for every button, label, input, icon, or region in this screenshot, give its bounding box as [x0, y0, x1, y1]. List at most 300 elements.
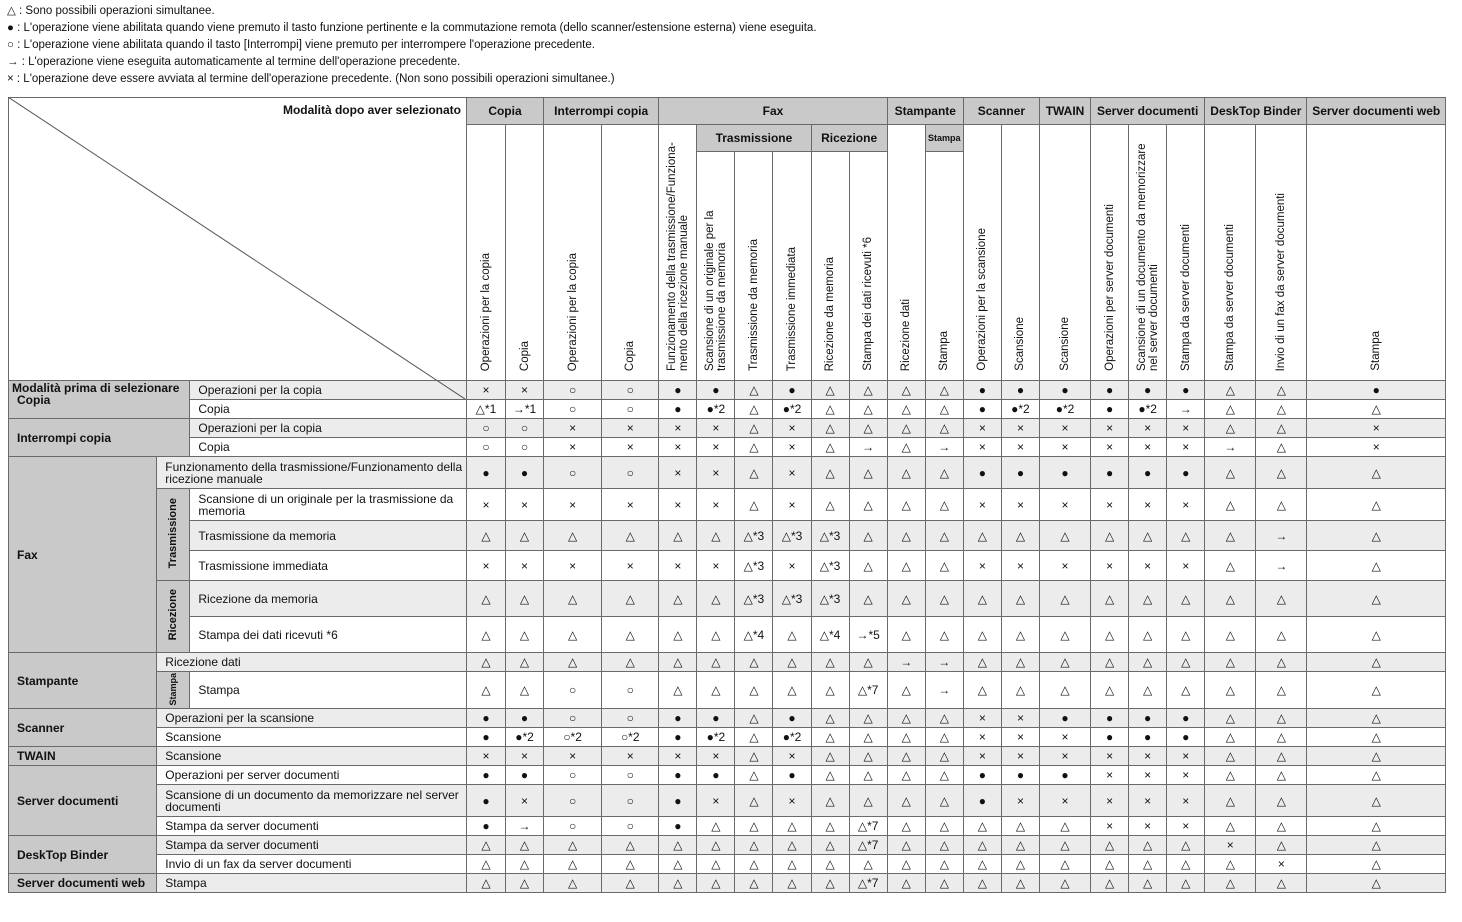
matrix-cell: ● [659, 709, 697, 728]
matrix-cell: ○ [602, 817, 659, 836]
matrix-cell: △ [849, 581, 887, 617]
matrix-cell: △ [773, 617, 811, 653]
matrix-cell: △ [963, 817, 1001, 836]
matrix-cell: △ [1307, 551, 1446, 581]
matrix-cell: ● [1091, 400, 1129, 419]
matrix-cell: ○ [506, 419, 544, 438]
matrix-cell: △ [963, 581, 1001, 617]
matrix-cell: △ [811, 381, 849, 400]
col-header: Operazioni per la copia [544, 125, 602, 381]
matrix-cell: ●*2 [773, 400, 811, 419]
matrix-cell: △ [1205, 653, 1256, 672]
matrix-cell: × [963, 747, 1001, 766]
matrix-cell: → [1256, 551, 1307, 581]
matrix-cell: △ [1256, 747, 1307, 766]
matrix-cell: ● [466, 766, 505, 785]
matrix-cell: △ [849, 855, 887, 874]
matrix-cell: △ [1205, 709, 1256, 728]
col-subgroup-stampa: Stampa [925, 125, 963, 152]
matrix-cell: × [602, 551, 659, 581]
matrix-cell: × [697, 785, 735, 817]
matrix-cell: △ [887, 521, 925, 551]
matrix-cell: × [1001, 709, 1039, 728]
matrix-cell: △*7 [849, 817, 887, 836]
matrix-cell: △ [735, 438, 773, 457]
header-after-label: Modalità dopo aver selezionato [282, 103, 461, 117]
row-label: Stampa dei dati ricevuti *6 [190, 617, 467, 653]
matrix-cell: △ [1129, 874, 1167, 893]
matrix-cell: △ [1001, 855, 1039, 874]
matrix-cell: △ [1307, 747, 1446, 766]
matrix-cell: △ [773, 874, 811, 893]
matrix-cell: △ [1307, 817, 1446, 836]
row-group-interrompi: Interrompi copia [9, 419, 190, 457]
matrix-cell: ● [697, 381, 735, 400]
matrix-cell: △ [1167, 672, 1205, 709]
matrix-cell: × [1001, 747, 1039, 766]
matrix-cell: △ [1091, 581, 1129, 617]
matrix-cell: × [659, 419, 697, 438]
matrix-cell: × [1256, 855, 1307, 874]
matrix-cell: △ [506, 874, 544, 893]
matrix-cell: → [1167, 400, 1205, 419]
matrix-cell: ● [697, 709, 735, 728]
matrix-cell: △ [1205, 785, 1256, 817]
matrix-cell: △ [697, 874, 735, 893]
row-label: Copia [190, 438, 467, 457]
matrix-cell: ● [1001, 766, 1039, 785]
matrix-cell: ○*2 [544, 728, 602, 747]
matrix-cell: △*3 [811, 521, 849, 551]
matrix-cell: △ [1039, 855, 1090, 874]
matrix-cell: △ [1256, 457, 1307, 489]
col-subgroup-trasmissione: Trasmissione [697, 125, 811, 152]
matrix-cell: △ [735, 785, 773, 817]
matrix-cell: △ [1307, 489, 1446, 521]
col-group-server: Server documenti [1091, 98, 1205, 125]
matrix-cell: △*3 [735, 581, 773, 617]
matrix-cell: ● [466, 709, 505, 728]
matrix-cell: △ [925, 836, 963, 855]
matrix-cell: △*4 [811, 617, 849, 653]
matrix-cell: △ [506, 653, 544, 672]
matrix-cell: △*3 [811, 581, 849, 617]
matrix-cell: △ [1167, 855, 1205, 874]
matrix-cell: △ [1039, 581, 1090, 617]
matrix-cell: △ [1039, 836, 1090, 855]
legend-line: ○ : L'operazione viene abilitata quando il tasto [Interrompi] viene premuto per interrompere l'operazione precedente. [7, 39, 595, 51]
matrix-cell: × [773, 747, 811, 766]
matrix-cell: △ [1205, 489, 1256, 521]
matrix-cell: △ [466, 581, 505, 617]
matrix-cell: ● [963, 785, 1001, 817]
matrix-cell: △ [544, 653, 602, 672]
matrix-cell: ● [659, 766, 697, 785]
matrix-cell: △ [1256, 489, 1307, 521]
matrix-cell: △ [1205, 551, 1256, 581]
matrix-cell: △ [602, 874, 659, 893]
matrix-cell: △ [811, 728, 849, 747]
matrix-cell: ● [963, 766, 1001, 785]
row-group-copia: Copia [9, 381, 190, 419]
matrix-cell: ● [1167, 457, 1205, 489]
matrix-cell: △ [466, 874, 505, 893]
matrix-cell: △ [1307, 581, 1446, 617]
legend-line: → : L'operazione viene eseguita automaticamente al termine dell'operazione precedente. [7, 56, 461, 68]
matrix-cell: △ [1039, 817, 1090, 836]
matrix-cell: △ [544, 617, 602, 653]
row-group-scanner: Scanner [9, 709, 157, 747]
matrix-cell: × [659, 551, 697, 581]
matrix-cell: △ [1256, 874, 1307, 893]
matrix-cell: △ [773, 817, 811, 836]
matrix-cell: △ [1307, 836, 1446, 855]
matrix-cell: △ [1256, 672, 1307, 709]
matrix-cell: △ [506, 521, 544, 551]
matrix-cell: × [1129, 747, 1167, 766]
matrix-cell: × [1001, 728, 1039, 747]
matrix-cell: △ [1256, 728, 1307, 747]
matrix-cell: △*3 [735, 551, 773, 581]
col-header: Copia [506, 125, 544, 381]
matrix-cell: ○ [544, 381, 602, 400]
matrix-cell: × [1039, 438, 1090, 457]
row-label: Scansione di un documento da memorizzare nel server documenti [157, 785, 467, 817]
col-header: Stampa dei dati ricevuti *6 [849, 152, 887, 381]
matrix-cell: △ [811, 457, 849, 489]
row-label: Trasmissione da memoria [190, 521, 467, 551]
matrix-cell: △ [735, 381, 773, 400]
matrix-cell: × [1167, 551, 1205, 581]
matrix-cell: × [963, 551, 1001, 581]
matrix-cell: △ [1205, 817, 1256, 836]
matrix-cell: ○ [544, 672, 602, 709]
matrix-cell: △ [735, 766, 773, 785]
matrix-cell: △*7 [849, 874, 887, 893]
matrix-cell: → [925, 653, 963, 672]
matrix-cell: △ [1129, 617, 1167, 653]
col-header: Stampa da server documenti [1167, 125, 1205, 381]
matrix-cell: ● [1307, 381, 1446, 400]
matrix-cell: △ [659, 581, 697, 617]
matrix-cell: × [1039, 551, 1090, 581]
matrix-cell: × [544, 489, 602, 521]
matrix-cell: × [963, 419, 1001, 438]
matrix-cell: × [773, 457, 811, 489]
matrix-cell: △ [1256, 836, 1307, 855]
matrix-cell: ● [1167, 381, 1205, 400]
matrix-cell: ○ [544, 766, 602, 785]
matrix-cell: △ [735, 419, 773, 438]
matrix-cell: △ [1167, 581, 1205, 617]
matrix-cell: × [1129, 438, 1167, 457]
matrix-cell: ●*2 [1129, 400, 1167, 419]
matrix-cell: × [1039, 728, 1090, 747]
matrix-cell: △ [466, 672, 505, 709]
matrix-cell: △ [1256, 653, 1307, 672]
row-label: Trasmissione immediata [190, 551, 467, 581]
matrix-cell: × [1001, 551, 1039, 581]
col-header: Stampa da server documenti [1205, 125, 1256, 381]
matrix-cell: △ [466, 855, 505, 874]
matrix-cell: × [1091, 785, 1129, 817]
matrix-cell: △ [659, 672, 697, 709]
matrix-cell: △ [735, 728, 773, 747]
matrix-cell: △ [1001, 653, 1039, 672]
matrix-cell: ● [1167, 728, 1205, 747]
matrix-cell: △ [735, 855, 773, 874]
matrix-cell: △ [887, 874, 925, 893]
matrix-cell: ○ [602, 400, 659, 419]
matrix-cell: × [506, 489, 544, 521]
col-header: Stampa [1307, 125, 1446, 381]
matrix-cell: △ [602, 836, 659, 855]
matrix-cell: △ [697, 836, 735, 855]
matrix-cell: △ [849, 489, 887, 521]
matrix-cell: △ [735, 457, 773, 489]
matrix-cell: × [1039, 785, 1090, 817]
matrix-cell: ● [659, 817, 697, 836]
col-header: Invio di un fax da server documenti [1256, 125, 1307, 381]
matrix-cell: △ [1205, 457, 1256, 489]
matrix-cell: → [925, 672, 963, 709]
matrix-cell: △ [849, 728, 887, 747]
matrix-cell: ● [773, 709, 811, 728]
matrix-cell: × [773, 489, 811, 521]
matrix-cell: ● [1091, 457, 1129, 489]
matrix-cell: △ [1205, 766, 1256, 785]
matrix-cell: △ [1307, 785, 1446, 817]
matrix-cell: △*7 [849, 836, 887, 855]
matrix-cell: ● [697, 766, 735, 785]
matrix-cell: × [1091, 747, 1129, 766]
matrix-cell: △*3 [735, 521, 773, 551]
matrix-cell: → [1256, 521, 1307, 551]
matrix-cell: △ [659, 653, 697, 672]
matrix-cell: △ [544, 836, 602, 855]
matrix-cell: △ [925, 766, 963, 785]
matrix-cell: △ [1307, 874, 1446, 893]
matrix-cell: ● [963, 381, 1001, 400]
matrix-cell: △ [1205, 855, 1256, 874]
row-subgroup-stampa: Stampa [157, 672, 190, 709]
row-group-desktop: DeskTop Binder [9, 836, 157, 874]
matrix-cell: △ [1091, 617, 1129, 653]
matrix-cell: △ [925, 617, 963, 653]
matrix-cell: △ [735, 709, 773, 728]
matrix-cell: ●*2 [1039, 400, 1090, 419]
row-group-twain: TWAIN [9, 747, 157, 766]
matrix-cell: △ [849, 521, 887, 551]
matrix-cell: × [1129, 551, 1167, 581]
matrix-cell: ●*2 [697, 400, 735, 419]
col-header: Copia [602, 125, 659, 381]
col-group-copia: Copia [466, 98, 543, 125]
row-group-server: Server documenti [9, 766, 157, 836]
matrix-cell: △ [1307, 728, 1446, 747]
matrix-cell: △ [887, 489, 925, 521]
row-label: Operazioni per la copia [190, 381, 467, 400]
matrix-cell: △ [1307, 400, 1446, 419]
matrix-cell: ● [1091, 381, 1129, 400]
col-header: Funzionamento della trasmissione/Funziona-mento della ricezione manuale [659, 125, 697, 381]
matrix-cell: × [1001, 785, 1039, 817]
matrix-cell: × [544, 419, 602, 438]
matrix-cell: △ [1001, 521, 1039, 551]
matrix-cell: △ [659, 521, 697, 551]
matrix-cell: △ [811, 785, 849, 817]
row-subgroup-trasmissione: Trasmissione [157, 489, 190, 581]
col-header: Scansione di un documento da memorizzare nel server documenti [1129, 125, 1167, 381]
matrix-cell: → [925, 438, 963, 457]
matrix-cell: ●*2 [697, 728, 735, 747]
matrix-cell: △ [925, 489, 963, 521]
matrix-cell: × [1307, 419, 1446, 438]
matrix-cell: △ [1091, 672, 1129, 709]
matrix-cell: △ [735, 747, 773, 766]
matrix-cell: × [963, 489, 1001, 521]
matrix-cell: △ [1129, 653, 1167, 672]
matrix-cell: × [544, 747, 602, 766]
matrix-cell: △ [925, 381, 963, 400]
matrix-cell: △ [849, 551, 887, 581]
matrix-cell: × [659, 489, 697, 521]
matrix-cell: △ [1091, 874, 1129, 893]
header-diagonal [8, 97, 465, 399]
matrix-cell: △*3 [773, 581, 811, 617]
matrix-cell: △ [466, 521, 505, 551]
matrix-cell: ●*2 [506, 728, 544, 747]
matrix-cell: × [506, 747, 544, 766]
matrix-cell: × [773, 438, 811, 457]
matrix-cell: △ [1167, 874, 1205, 893]
matrix-cell: △ [925, 728, 963, 747]
matrix-cell: △ [602, 617, 659, 653]
matrix-cell: △ [1039, 653, 1090, 672]
matrix-cell: △ [697, 817, 735, 836]
col-header: Trasmissione immediata [773, 152, 811, 381]
matrix-cell: △ [925, 551, 963, 581]
matrix-cell: △ [849, 419, 887, 438]
matrix-cell: △ [1256, 400, 1307, 419]
matrix-cell: △ [963, 617, 1001, 653]
matrix-cell: △ [1001, 581, 1039, 617]
matrix-cell: △ [659, 617, 697, 653]
matrix-cell: × [544, 551, 602, 581]
matrix-cell: ○*2 [602, 728, 659, 747]
matrix-cell: △ [887, 672, 925, 709]
matrix-cell: → [1205, 438, 1256, 457]
row-label: Stampa [157, 874, 467, 893]
row-group-fax: Fax [9, 457, 157, 653]
matrix-cell: △ [544, 521, 602, 551]
col-header: Scansione di un originale per la trasmissione da memoria [697, 152, 735, 381]
col-header: Operazioni per la scansione [963, 125, 1001, 381]
matrix-cell: △ [659, 874, 697, 893]
row-label: Ricezione dati [157, 653, 467, 672]
matrix-cell: → [887, 653, 925, 672]
matrix-cell: × [697, 457, 735, 489]
matrix-cell: × [544, 438, 602, 457]
matrix-cell: △ [1001, 672, 1039, 709]
matrix-cell: × [773, 419, 811, 438]
matrix-cell: △ [697, 855, 735, 874]
matrix-cell: △ [1256, 817, 1307, 836]
matrix-cell: × [1129, 489, 1167, 521]
matrix-cell: × [1129, 785, 1167, 817]
matrix-cell: △ [849, 653, 887, 672]
row-label: Operazioni per la scansione [157, 709, 467, 728]
legend-line: × : L'operazione deve essere avviata al termine dell'operazione precedente. (Non sono possibili operazioni simultanee.) [7, 73, 615, 85]
matrix-cell: △ [1001, 874, 1039, 893]
matrix-cell: △ [735, 817, 773, 836]
matrix-cell: △ [811, 766, 849, 785]
col-group-interrompi: Interrompi copia [544, 98, 659, 125]
matrix-cell: △ [1256, 581, 1307, 617]
row-label: Scansione di un originale per la trasmissione da memoria [190, 489, 467, 521]
legend-line: △ : Sono possibili operazioni simultanee. [7, 5, 215, 17]
matrix-cell: △ [849, 766, 887, 785]
matrix-cell: △ [811, 400, 849, 419]
col-header: Ricezione dati [887, 125, 925, 381]
matrix-cell: △ [811, 747, 849, 766]
matrix-cell: △*7 [849, 672, 887, 709]
matrix-cell: × [1129, 766, 1167, 785]
matrix-cell: △ [735, 874, 773, 893]
matrix-cell: ● [1129, 381, 1167, 400]
matrix-cell: △ [773, 836, 811, 855]
matrix-cell: △ [963, 653, 1001, 672]
matrix-cell: △ [1256, 617, 1307, 653]
matrix-cell: △ [1307, 617, 1446, 653]
matrix-cell: △ [811, 817, 849, 836]
row-subgroup-ricezione: Ricezione [157, 581, 190, 653]
matrix-cell: × [659, 747, 697, 766]
col-header: Trasmissione da memoria [735, 152, 773, 381]
matrix-cell: △ [697, 581, 735, 617]
matrix-cell: △ [887, 728, 925, 747]
matrix-cell: × [1091, 551, 1129, 581]
matrix-cell: △ [1129, 855, 1167, 874]
matrix-cell: △ [887, 785, 925, 817]
matrix-cell: △ [602, 581, 659, 617]
matrix-cell: × [773, 551, 811, 581]
matrix-cell: △ [1307, 521, 1446, 551]
matrix-cell: △ [925, 457, 963, 489]
matrix-cell: △ [773, 855, 811, 874]
matrix-cell: × [1091, 817, 1129, 836]
matrix-cell: × [1167, 489, 1205, 521]
matrix-cell: ● [1129, 457, 1167, 489]
matrix-cell: ● [963, 457, 1001, 489]
matrix-cell: ● [466, 457, 505, 489]
matrix-cell: ○ [544, 817, 602, 836]
matrix-cell: → [506, 817, 544, 836]
legend [7, 3, 817, 88]
matrix-cell: ○ [544, 400, 602, 419]
matrix-cell: △ [697, 653, 735, 672]
matrix-cell: ○ [466, 438, 505, 457]
matrix-cell: △ [963, 836, 1001, 855]
matrix-cell: × [697, 551, 735, 581]
matrix-cell: △*3 [811, 551, 849, 581]
matrix-cell: △ [963, 855, 1001, 874]
matrix-cell: ● [659, 400, 697, 419]
matrix-cell: × [1129, 817, 1167, 836]
col-subgroup-ricezione: Ricezione [811, 125, 887, 152]
matrix-cell: △ [1205, 581, 1256, 617]
matrix-cell: △ [1205, 381, 1256, 400]
